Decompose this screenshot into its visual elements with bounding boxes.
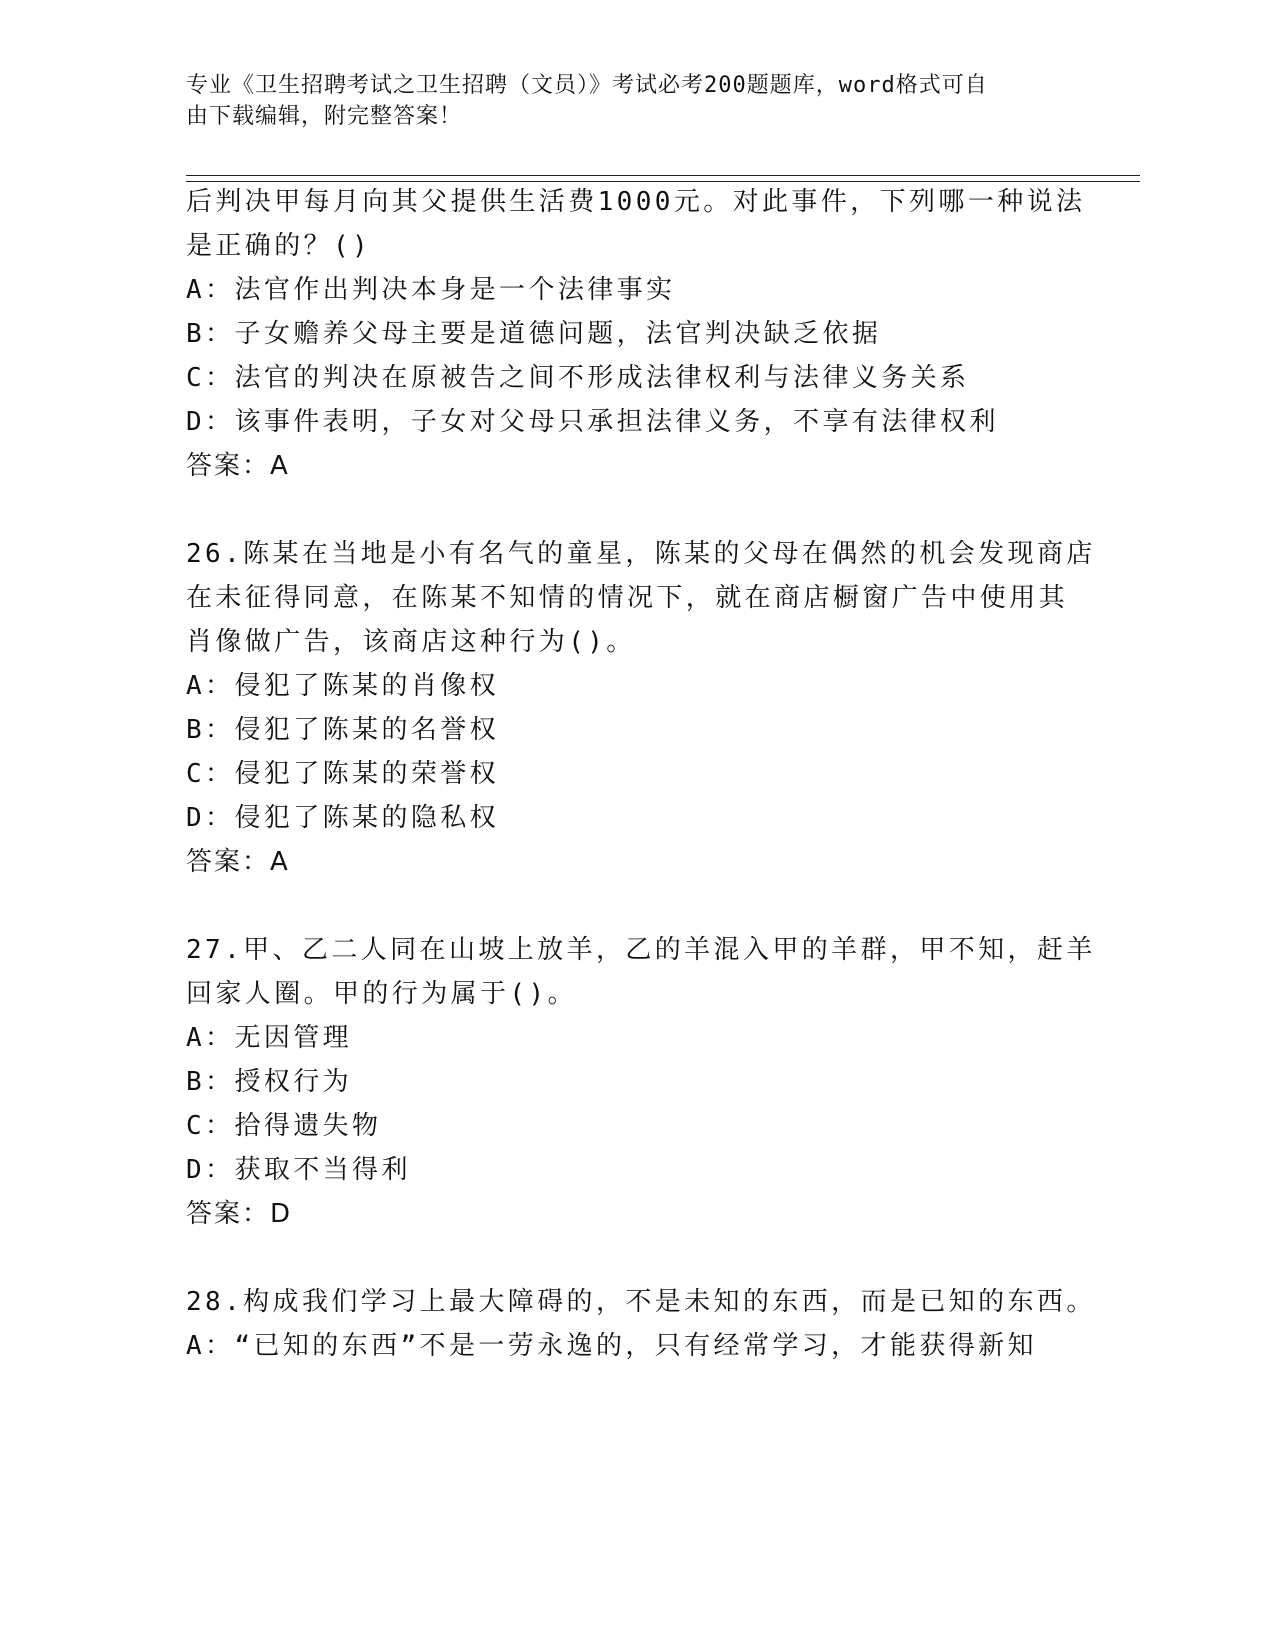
q27-option-d: D：获取不当得利 xyxy=(186,1155,411,1185)
q26-option-b: B：侵犯了陈某的名誉权 xyxy=(186,715,500,745)
q26-stem-line-2: 在未征得同意，在陈某不知情的情况下，就在商店橱窗广告中使用其 xyxy=(186,583,1069,613)
q26-answer: 答案：A xyxy=(186,847,290,877)
q27-answer: 答案：D xyxy=(186,1199,293,1229)
q26-stem-line-1: 26.陈某在当地是小有名气的童星，陈某的父母在偶然的机会发现商店 xyxy=(186,539,1096,569)
q25-option-d: D：该事件表明，子女对父母只承担法律义务，不享有法律权利 xyxy=(186,407,999,437)
q25-option-c: C：法官的判决在原被告之间不形成法律权利与法律义务关系 xyxy=(186,363,970,393)
q25-stem-line-1: 后判决甲每月向其父提供生活费1000元。对此事件，下列哪一种说法 xyxy=(186,187,1086,217)
header-divider-top xyxy=(186,175,1140,176)
header-divider-bottom xyxy=(186,181,1140,182)
header-title-line-1: 专业《卫生招聘考试之卫生招聘（文员）》考试必考200题题库，word格式可自 xyxy=(186,73,988,98)
q26-option-c: C：侵犯了陈某的荣誉权 xyxy=(186,759,500,789)
header-title-line-2: 由下载编辑，附完整答案！ xyxy=(186,104,463,129)
q27-stem-line-1: 27.甲、乙二人同在山坡上放羊，乙的羊混入甲的羊群，甲不知，赶羊 xyxy=(186,935,1096,965)
q27-option-a: A：无因管理 xyxy=(186,1023,353,1053)
q27-option-c: C：拾得遗失物 xyxy=(186,1111,382,1141)
document-header xyxy=(186,70,1066,132)
q27-option-b: B：授权行为 xyxy=(186,1067,353,1097)
q25-stem-line-2: 是正确的？() xyxy=(186,231,372,261)
q26-option-a: A：侵犯了陈某的肖像权 xyxy=(186,671,500,701)
q28-option-a: A：“已知的东西”不是一劳永逸的，只有经常学习，才能获得新知 xyxy=(186,1331,1037,1361)
q25-option-a: A：法官作出判决本身是一个法律事实 xyxy=(186,275,676,305)
q25-option-b: B：子女赡养父母主要是道德问题，法官判决缺乏依据 xyxy=(186,319,882,349)
q27-stem-line-2: 回家人圈。甲的行为属于()。 xyxy=(186,979,577,1009)
q26-stem-line-3: 肖像做广告，该商店这种行为()。 xyxy=(186,627,636,657)
q28-stem-line-1: 28.构成我们学习上最大障碍的，不是未知的东西，而是已知的东西。 xyxy=(186,1287,1096,1317)
q25-answer: 答案：A xyxy=(186,451,290,481)
q26-option-d: D：侵犯了陈某的隐私权 xyxy=(186,803,500,833)
